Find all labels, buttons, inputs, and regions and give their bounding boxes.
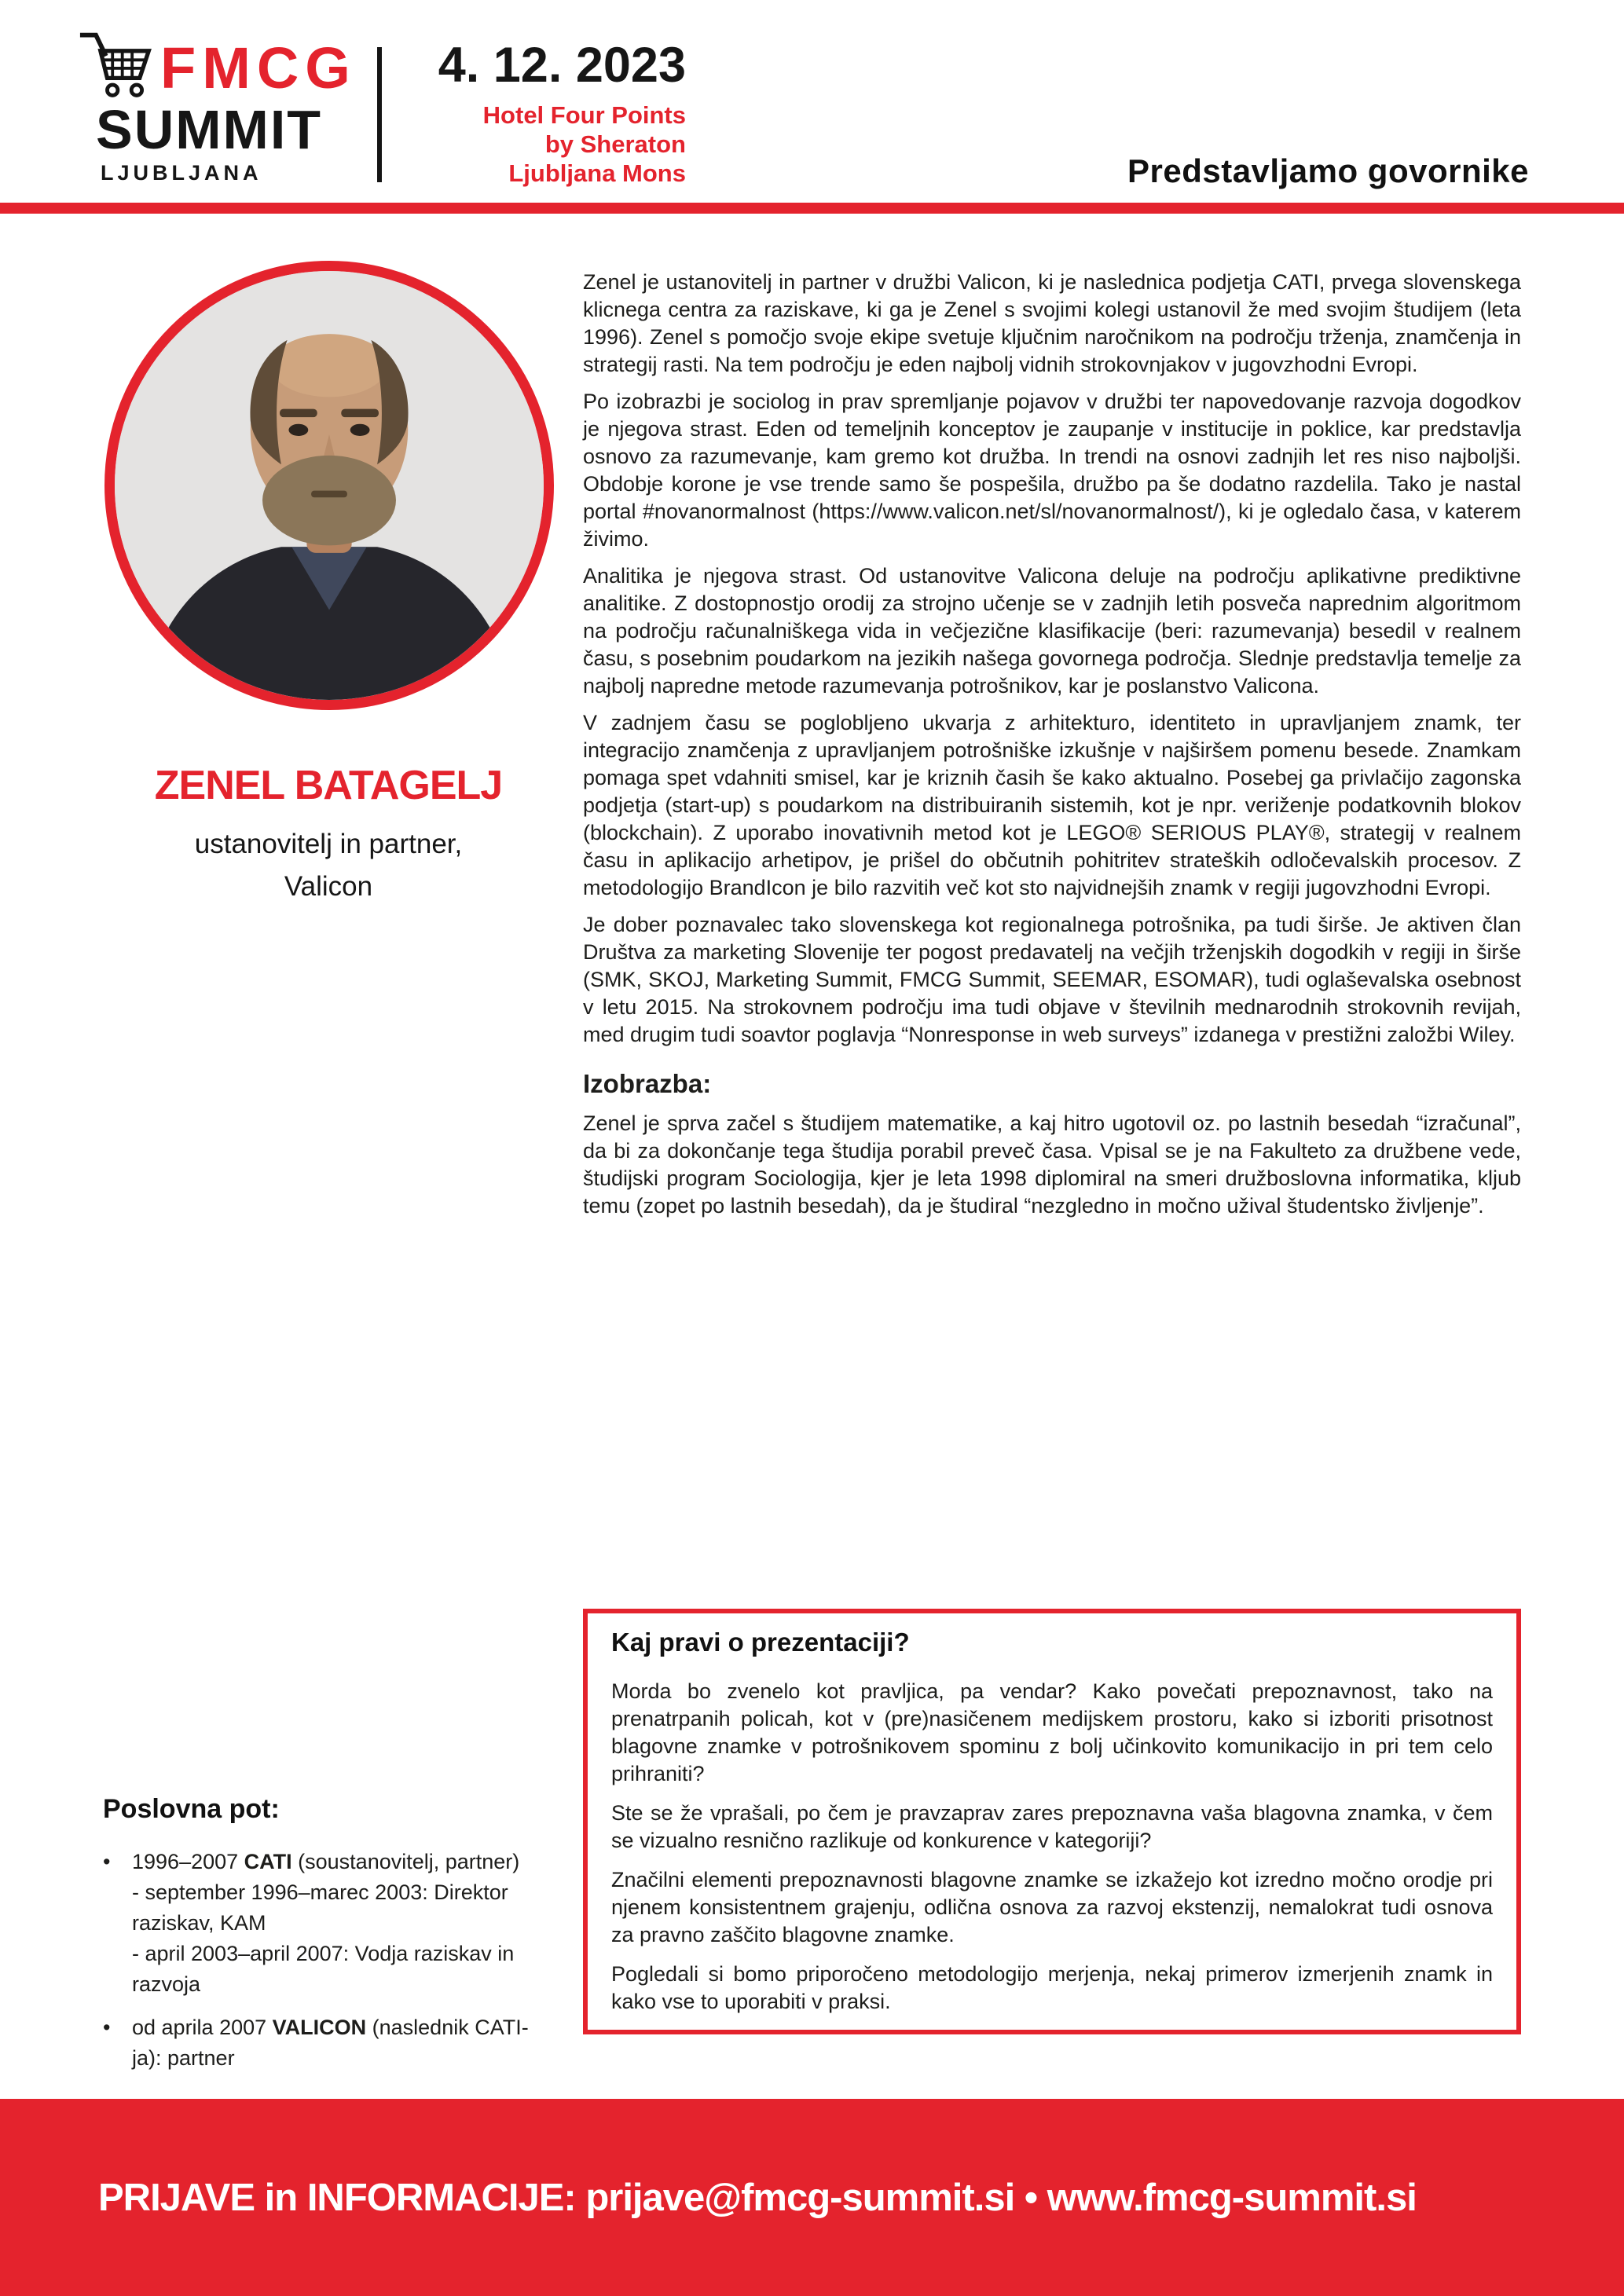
speaker-portrait-photo (104, 261, 554, 710)
presentation-paragraph: Ste se že vprašali, po čem je pravzaprav zares prepoznavna vaša blagovna znamka, v čem se vizualno resnično razlikuje od konkurence v kategoriji? (611, 1801, 1493, 1852)
career-item-company: CATI (244, 1850, 292, 1873)
event-venue (397, 101, 686, 188)
venue-line: Hotel Four Points (482, 101, 686, 130)
speaker-title (77, 823, 580, 908)
header-rule (0, 203, 1624, 214)
bio-paragraph: Analitika je njegova strast. Od ustanovitve Valicona deluje na področju aplikativne prediktivne analitike. Z dostopnostjo orodij za strojno učenje se v zadnjih letih posveča naprednim algoritmom na področju računalniškega vida in večjezične klasifikacije (beri: razumevanja) besedil v realnem času, s posebnim poudarkom na jezikih našega govornega področja. Slednje predstavlja temelje za najbolj napredne metode razumevanja potrošnikov, kar je poslanstvo Valicona. (583, 564, 1521, 698)
career-item-text (132, 2012, 557, 2074)
bio-paragraph: V zadnjem času se poglobljeno ukvarja z arhitekturo, identiteto in upravljanjem znamk, ter integracijo znamčenja z upravljanjem potrošniške izkušnje v najširšem pomenu besede. Znamkam pomaga spet vdahniti smisel, kar je kriznih časih še kako aktualno. Posebej ga privlačijo zagonska podjetja (start-up) s poudarkom na distribuiranih sistemih, kot je npr. veriženje podatkovnih blokov (blockchain). Z uporabo inovativnih metod kot je LEGO® SERIOUS PLAY®, strategij v realnem času in aplikacijo arhetipov, je prišel do občutnih pohitritev strateških odločevalskih procesov. Z metodologijo BrandIcon je bilo razvitih več kot sto najvidnejših znamk v regiji jugovzhodni Evropi. (583, 711, 1521, 899)
logo-summit: SUMMIT (96, 99, 323, 160)
presentation-box-heading: Kaj pravi o prezentaciji? (611, 1628, 910, 1657)
presentation-paragraph: Značilni elementi prepoznavnosti blagovne znamke se izkažejo kot izredno močno orodje pri njenem konsistentnem grajenju, odlična osnova za razvoj ekstenzij, nemalokrat tudi osnova za pravno zaščito blagovne znamke. (611, 1868, 1493, 1946)
bullet-marker: • (103, 1850, 111, 1873)
presentation-paragraph: Pogledali si bomo priporočeno metodologijo merjenja, nekaj primerov izmerjenih znamk in kako vse to uporabiti v praksi. (611, 1962, 1493, 2013)
bio-paragraph: Po izobrazbi je sociolog in prav spremljanje pojavov v družbi ter napovedovanje razvoja dogodkov je njegova strast. Eden od temeljnih konceptov je zaupanje v institucije in poklice, kar predstavlja osnovo za razumevanje, kam gremo kot družba. In trendi na osnovi zadnjih let res niso najboljši. Obdobje korone je vse trende samo še pospešila, družbo pa še dodatno razdelila. Tako je nastal portal #novanormalnost (https://www.valicon.net/sl/novanormalnost/), ki je ogledalo časa, v katerem živimo. (583, 390, 1521, 551)
career-subline: - april 2003–april 2007: Vodja raziskav in razvoja (132, 1942, 515, 1996)
career-item-prefix: 1996–2007 (132, 1850, 244, 1873)
presentation-box (583, 1609, 1521, 2034)
event-date: 4. 12. 2023 (438, 38, 686, 93)
career-item-prefix: od aprila 2007 (132, 2016, 273, 2039)
event-date-block (397, 39, 686, 188)
career-heading: Poslovna pot: (103, 1794, 280, 1824)
speaker-name: ZENEL BATAGELJ (154, 763, 503, 808)
shopping-cart-icon (79, 28, 154, 102)
logo-fmcg: FMCG (160, 35, 357, 101)
header-tagline: Predstavljamo govornike (1127, 152, 1529, 189)
career-item (103, 2012, 557, 2074)
bio-paragraph: Je dober poznavalec tako slovenskega kot regionalnega potrošnika, pa tudi širše. Je aktiven član Društva za marketing Slovenije ter pogost predavatelj na večjih trženjskih dogodkih v regiji in širše (SMK, SKOJ, Marketing Summit, FMCG Summit, SEEMAR, ESOMAR), tudi oglaševalska osebnost v letu 2015. Na strokovnem področju ima tudi objave v številnih mednarodnih strokovnih revijah, med drugim tudi soavtor poglavja “Nonresponse in web surveys” izdanega v prestižni založbi Wiley. (583, 913, 1521, 1046)
speaker-role: ustanovitelj in partner, (194, 829, 463, 859)
education-heading: Izobrazba: (583, 1069, 712, 1098)
career-item-company: VALICON (272, 2016, 367, 2039)
footer-band (0, 2099, 1624, 2296)
footer-contact-text: PRIJAVE in INFORMACIJE: prijave@fmcg-summit.si • www.fmcg-summit.si (98, 2177, 1417, 2219)
bio-paragraph: Zenel je ustanovitelj in partner v družbi Valicon, ki je naslednica podjetja CATI, prvega slovenskega klicnega centra za raziskave, ki ga je Zenel s svojimi kolegi ustanovil že med svojim študijem (leta 1996). Zenel s pomočjo svoje ekipe svetuje ključnim naročnikom na področju trženja, znamčenja in strategij rasti. Na tem področju je eden najbolj vidnih strokovnjakov v jugovzhodni Evropi. (583, 270, 1521, 376)
header-divider (377, 47, 382, 182)
venue-line: by Sheraton (544, 130, 686, 159)
education-paragraph: Zenel je sprva začel s študijem matematike, a kaj hitro ugotovil oz. po lastnih besedah “izračunal”, da bi za dokončanje tega študija porabil preveč časa. Vpisal se je na Fakulteto za družbene vede, študijski program Sociologija, kjer je leta 1998 diplomiral na smeri družboslovna informatika, kljub temu (zopet po lastnih besedah), da je študiral “nezgledno in močno užival študentsko življenje”. (583, 1111, 1521, 1218)
career-item (103, 1847, 557, 2000)
bullet-marker: • (103, 2016, 111, 2039)
career-subline: - september 1996–marec 2003: Direktor raziskav, KAM (132, 1880, 508, 1935)
career-section (103, 1794, 557, 2086)
career-item-suffix: (soustanovitelj, partner) (291, 1850, 520, 1873)
logo-city: LJUBLJANA (101, 161, 262, 185)
career-item-text (132, 1847, 557, 2000)
venue-line: Ljubljana Mons (508, 159, 686, 188)
career-item-suffix: (naslednik CATI-ja): partner (132, 2016, 529, 2070)
speaker-company: Valicon (284, 871, 373, 902)
bio-section (583, 269, 1521, 1229)
presentation-paragraph: Morda bo zvenelo kot pravljica, pa vendar? Kako povečati prepoznavnost, tako na prenatrpanih policah, kot v (pre)nasičenem medijskem prostoru, kako si izboriti prisotnost blagovne znamke v potrošnikovem spominu z bolj učinkovito komunikacijo in pri tem celo prihraniti? (611, 1679, 1493, 1785)
